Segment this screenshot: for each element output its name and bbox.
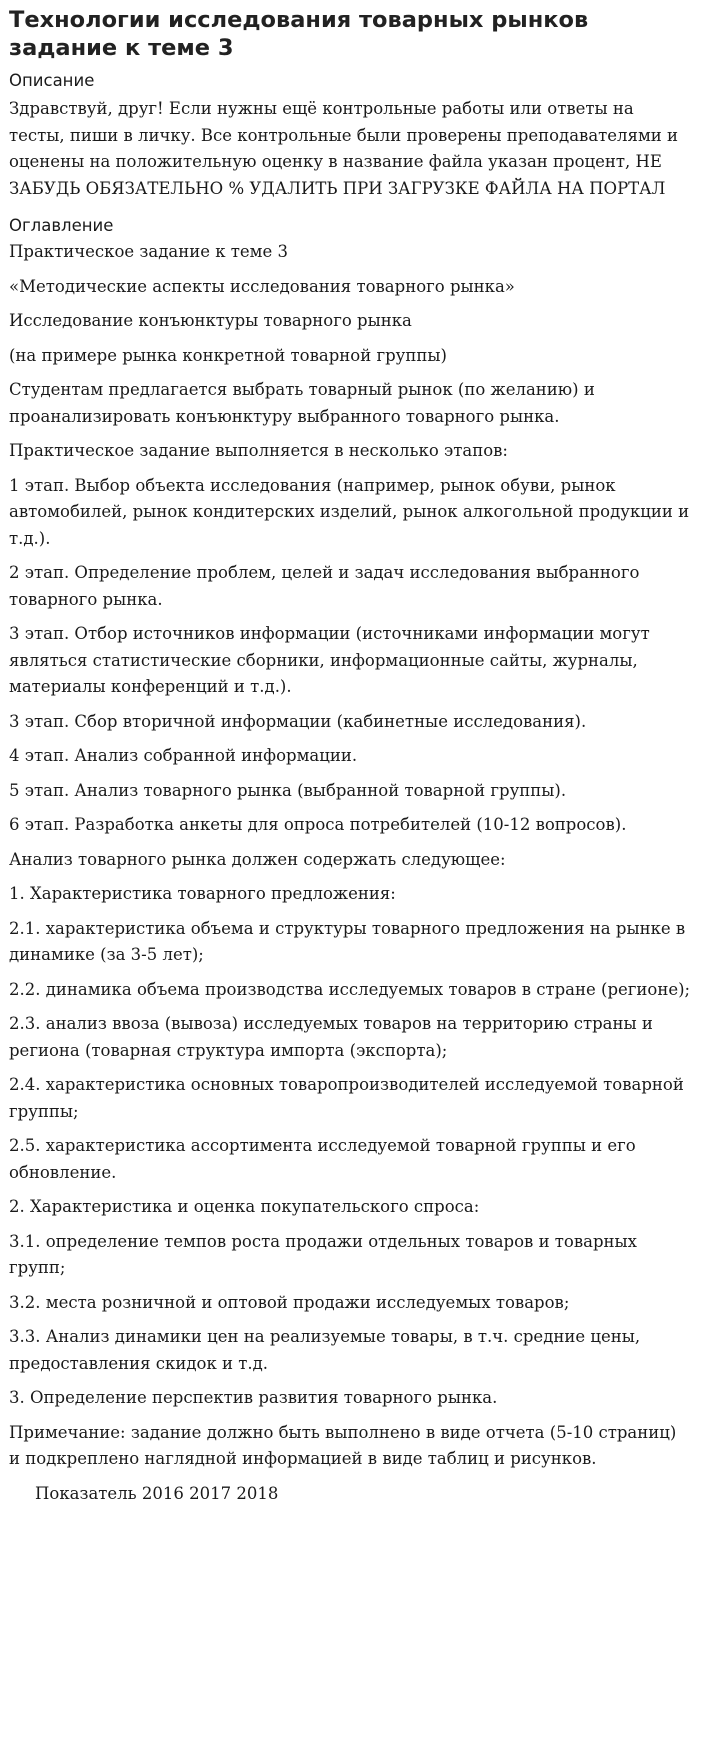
paragraph: 5 этап. Анализ товарного рынка (выбранной товарной группы). [9, 780, 567, 800]
paragraph: 3 этап. Сбор вторичной информации (кабинетные исследования). [9, 711, 587, 731]
paragraph: Анализ товарного рынка должен содержать следующее: [9, 849, 506, 869]
paragraph: 2. Характеристика и оценка покупательского спроса: [9, 1197, 480, 1216]
paragraph: 2.4. характеристика основных товаропроизводителей исследуемой товарной группы; [9, 1075, 684, 1121]
page-title: Технологии исследования товарных рынков задание к теме 3 [9, 7, 589, 61]
paragraph: 4 этап. Анализ собранной информации. [9, 746, 358, 765]
paragraph: 3.2. места розничной и оптовой продажи исследуемых товаров; [9, 1292, 570, 1312]
paragraph: Исследование конъюнктуры товарного рынка [9, 311, 412, 330]
description-label: Описание [9, 71, 95, 90]
paragraph: 2.3. анализ ввоза (вывоза) исследуемых товаров на территорию страны и региона (товарная структура импорта (экспорта); [9, 1014, 653, 1060]
paragraph: 3 этап. Отбор источников информации (источниками информации могут являться статистические сборники, информационные сайты, журналы, материалы конференций и т.д.). [9, 624, 650, 696]
paragraph: 3. Определение перспектив развития товарного рынка. [9, 1388, 498, 1407]
paragraph: 2.1. характеристика объема и структуры товарного предложения на рынке в динамике (за 3-5 лет); [9, 918, 686, 964]
paragraph: 3.3. Анализ динамики цен на реализуемые товары, в т.ч. средние цены, предоставления скидок и т.д. [9, 1327, 641, 1373]
paragraph: 1. Характеристика товарного предложения: [9, 884, 396, 903]
paragraph: 1 этап. Выбор объекта исследования (например, рынок обуви, рынок автомобилей, рынок кондитерских изделий, рынок алкогольной продукции и т.д.). [9, 475, 690, 548]
paragraph: (на примере рынка конкретной товарной группы) [9, 345, 447, 365]
paragraph: 2 этап. Определение проблем, целей и задач исследования выбранного товарного рынка. [9, 563, 640, 609]
paragraph: 2.2. динамика объема производства исследуемых товаров в стране (регионе); [9, 979, 691, 999]
document-content [9, 239, 691, 1473]
paragraph: 6 этап. Разработка анкеты для опроса потребителей (10-12 вопросов). [9, 815, 627, 834]
paragraph: Практическое задание к теме 3 [9, 242, 289, 261]
table-header-row: Показатель 2016 2017 2018 [35, 1483, 279, 1503]
description-text: Здравствуй, друг! Если нужны ещё контрольные работы или ответы на тесты, пиши в личку. Все контрольные были проверены преподавателями и оценены на положительную оценку в название файла указан процент, НЕ ЗАБУДЬ ОБЯЗАТЕЛЬНО % УДАЛИТЬ ПРИ ЗАГРУЗКЕ ФАЙЛА НА ПОРТАЛ [9, 99, 679, 198]
paragraph: Студентам предлагается выбрать товарный рынок (по желанию) и проанализировать конъюнктуру выбранного товарного рынка. [9, 380, 595, 426]
paragraph: 2.5. характеристика ассортимента исследуемой товарной группы и его обновление. [9, 1136, 636, 1182]
paragraph: «Методические аспекты исследования товарного рынка» [9, 276, 515, 296]
paragraph: Примечание: задание должно быть выполнено в виде отчета (5-10 страниц) и подкреплено наглядной информацией в виде таблиц и рисунков. [9, 1422, 677, 1468]
paragraph: 3.1. определение темпов роста продажи отдельных товаров и товарных групп; [9, 1231, 637, 1277]
paragraph: Практическое задание выполняется в несколько этапов: [9, 441, 508, 460]
toc-label: Оглавление [9, 216, 114, 235]
